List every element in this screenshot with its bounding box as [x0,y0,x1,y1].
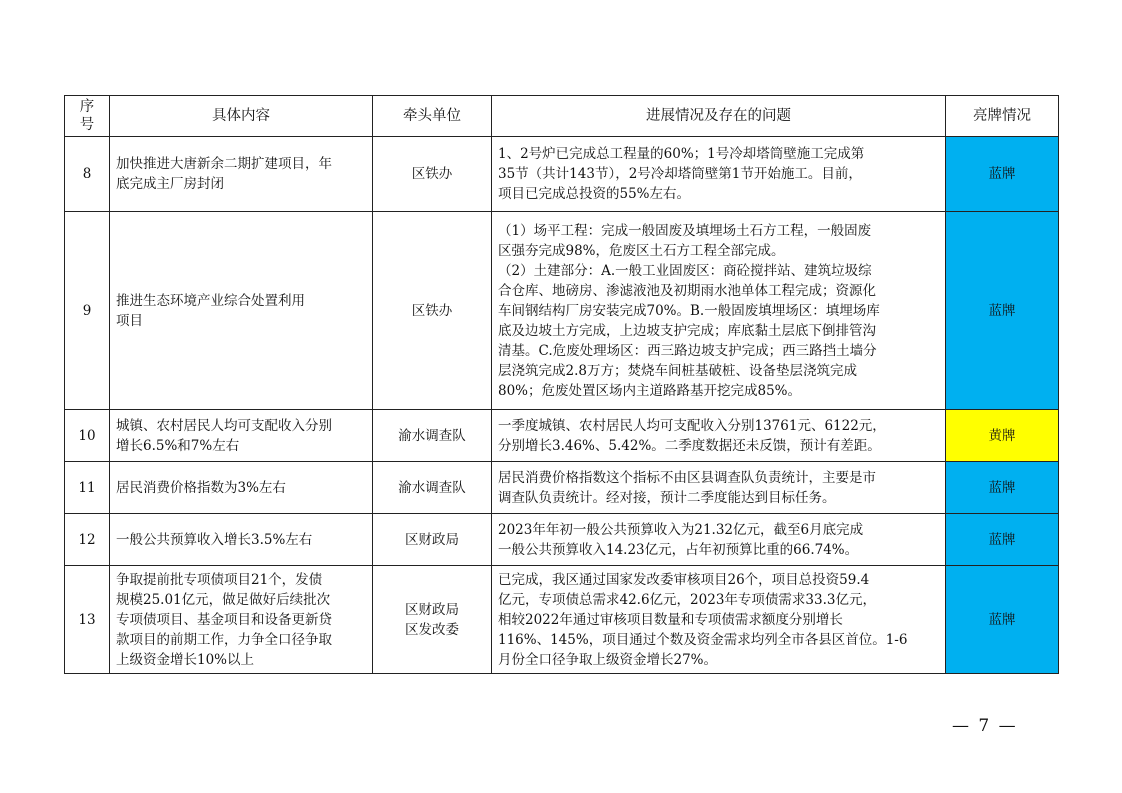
progress-line: 35节（共计143节），2号冷却塔筒壁第1节开始施工。目前， [498,166,862,182]
progress-line: 1、2号炉已完成总工程量的60%；1号冷却塔筒壁施工完成第 [498,146,865,162]
progress-line: 层浇筑完成2.8万方；焚烧车间桩基破桩、设备垫层浇筑完成 [498,362,857,379]
table-row [65,212,1059,410]
content-line: 居民消费价格指数为3%左右 [116,479,286,496]
progress-line: 亿元，专项债总需求42.6亿元，2023年专项债需求33.3亿元， [498,591,876,608]
row-unit [373,514,492,566]
status-badge: 蓝牌 [946,514,1059,566]
row-unit [373,137,492,212]
row-progress [492,410,946,462]
row-unit [373,566,492,674]
table-row [65,566,1059,674]
status-badge: 蓝牌 [946,137,1059,212]
table-row [65,137,1059,212]
unit-line: 区铁办 [411,166,453,182]
row-content [110,566,373,674]
progress-table [64,95,1059,674]
progress-line: 调查队负责统计。经对接，预计二季度能达到目标任务。 [498,489,836,506]
progress-line: 区强夯完成98%，危废区土石方工程全部完成。 [498,242,785,259]
content-line: 加快推进大唐新余二期扩建项目，年 [116,156,332,172]
row-content [110,212,373,410]
header-seq-line-2: 号 [79,117,95,133]
progress-line: 居民消费价格指数这个指标不由区县调查队负责统计，主要是市 [498,469,876,486]
row-seq: 9 [65,212,110,410]
status-badge: 蓝牌 [946,212,1059,410]
status-badge: 黄牌 [946,410,1059,462]
header-unit: 牵头单位 [373,96,492,137]
table-header-row [65,96,1059,137]
content-line: 城镇、农村居民人均可支配收入分别 [116,417,332,434]
header-status: 亮牌情况 [946,96,1059,137]
status-badge: 蓝牌 [946,462,1059,514]
content-line: 争取提前批专项债项目21个，发债 [116,571,323,588]
header-seq [65,96,110,137]
progress-line: 底及边坡土方完成，上边坡支护完成；库底黏土层底下倒排管沟 [498,322,876,339]
row-seq: 8 [65,137,110,212]
header-seq-line-1: 序 [79,99,95,115]
status-badge: 蓝牌 [946,566,1059,674]
row-progress [492,462,946,514]
unit-line: 渝水调查队 [398,427,466,444]
progress-line: （2）土建部分：A.一般工业固废区：商砼搅拌站、建筑垃圾综 [498,262,872,279]
table-row [65,462,1059,514]
progress-line: 2023年年初一般公共预算收入为21.32亿元，截至6月底完成 [498,521,864,538]
unit-line: 渝水调查队 [398,479,466,496]
content-line: 一般公共预算收入增长3.5%左右 [116,531,313,548]
progress-line: （1）场平工程：完成一般固废及填埋场土石方工程，一般固废 [498,222,872,239]
row-content [110,137,373,212]
row-unit [373,212,492,410]
content-line: 项目 [116,312,143,329]
row-progress [492,137,946,212]
progress-line: 清基。C.危废处理场区：西三路边坡支护完成；西三路挡土墙分 [498,342,877,359]
row-progress [492,566,946,674]
progress-line: 车间钢结构厂房安装完成70%。B.一般固废填埋场区：填埋场库 [498,302,880,319]
table-row [65,410,1059,462]
row-progress [492,514,946,566]
row-unit [373,462,492,514]
progress-line: 一般公共预算收入14.23亿元，占年初预算比重的66.74%。 [498,541,859,558]
progress-line: 月份全口径争取上级资金增长27%。 [498,651,718,668]
row-seq: 12 [65,514,110,566]
unit-line: 区财政局 [405,601,459,618]
progress-line: 相较2022年通过审核项目数量和专项债需求额度分别增长 [498,611,843,628]
content-line: 规模25.01亿元，做足做好后续批次 [116,591,331,608]
row-content [110,514,373,566]
unit-line: 区发改委 [405,621,459,638]
row-progress [492,212,946,410]
unit-line: 区铁办 [411,302,453,319]
progress-line: 分别增长3.46%、5.42%。二季度数据还未反馈，预计有差距。 [498,437,881,454]
row-seq: 11 [65,462,110,514]
content-line: 专项债项目、基金项目和设备更新贷 [116,611,332,628]
content-line: 增长6.5%和7%左右 [116,437,240,454]
content-line: 底完成主厂房封闭 [116,176,224,192]
row-content [110,410,373,462]
page-number: — 7 — [952,716,1018,736]
progress-line: 80%；危废处置区场内主道路路基开挖完成85%。 [498,382,802,399]
content-line: 推进生态环境产业综合处置利用 [116,292,305,309]
progress-line: 116%、145%，项目通过个数及资金需求均列全市各县区首位。1-6 [498,631,908,648]
header-progress: 进展情况及存在的问题 [492,96,946,137]
row-unit [373,410,492,462]
row-seq: 13 [65,566,110,674]
row-seq: 10 [65,410,110,462]
row-content [110,462,373,514]
table-row [65,514,1059,566]
progress-line: 一季度城镇、农村居民人均可支配收入分别13761元、6122元， [498,417,886,434]
content-line: 上级资金增长10%以上 [116,651,255,668]
progress-line: 项目已完成总投资的55%左右。 [498,186,691,202]
header-content: 具体内容 [110,96,373,137]
progress-line: 已完成，我区通过国家发改委审核项目26个，项目总投资59.4 [498,571,870,588]
progress-line: 合仓库、地磅房、渗滤液池及初期雨水池单体工程完成；资源化 [498,282,876,299]
content-line: 款项目的前期工作，力争全口径争取 [116,631,332,648]
unit-line: 区财政局 [405,531,459,548]
